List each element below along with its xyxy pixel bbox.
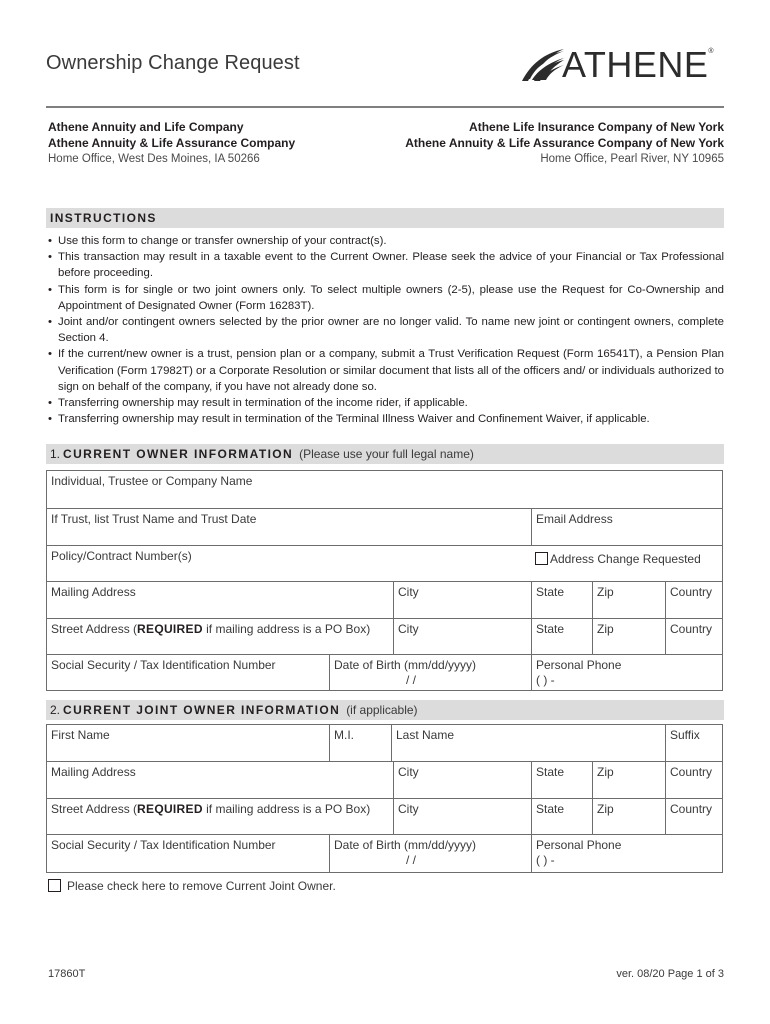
registered-mark: ® — [708, 47, 714, 55]
zip-field[interactable] — [592, 762, 665, 798]
list-item: • This form is for single or two joint owners only. To select multiple owners (2-5), please use the Request for Co-Ownership and Appointment of Designated Owner (Form 16283T). — [46, 282, 724, 314]
instructions-heading: INSTRUCTIONS — [50, 211, 157, 225]
field-label: Individual, Trustee or Company Name — [51, 474, 253, 488]
company-name: Athene Life Insurance Company of New York — [469, 120, 724, 134]
street-address-field[interactable] — [47, 619, 393, 654]
field-label: City — [398, 622, 419, 636]
trust-name-field[interactable] — [47, 509, 531, 545]
field-label: Country — [670, 622, 713, 636]
mailing-address-field[interactable] — [47, 762, 393, 798]
field-label: Zip — [597, 802, 614, 816]
field-label: State — [536, 802, 565, 816]
field-label: State — [536, 622, 565, 636]
suffix-field[interactable] — [665, 725, 722, 761]
company-block-left — [48, 119, 295, 167]
city-field[interactable] — [393, 619, 531, 654]
address-change-checkbox[interactable] — [531, 546, 722, 581]
state-field[interactable] — [531, 762, 592, 798]
email-field[interactable] — [531, 509, 722, 545]
first-name-field[interactable] — [47, 725, 329, 761]
field-label: Last Name — [396, 728, 455, 742]
ssn-field[interactable] — [47, 655, 329, 690]
mailing-address-field[interactable] — [47, 582, 393, 618]
field-label: Email Address — [536, 512, 613, 526]
field-label: Personal Phone — [536, 658, 622, 672]
field-label: City — [398, 802, 419, 816]
field-label: State — [536, 585, 565, 599]
checkbox-icon[interactable] — [535, 552, 548, 565]
instructions-header — [46, 208, 724, 228]
field-label: Social Security / Tax Identification Number — [51, 658, 276, 672]
company-name: Athene Annuity & Life Assurance Company — [48, 136, 296, 150]
company-name: Athene Annuity & Life Assurance Company of New York — [405, 136, 724, 150]
field-label: Country — [670, 585, 713, 599]
page-info: ver. 08/20 Page 1 of 3 — [616, 968, 724, 980]
phone-field[interactable] — [531, 655, 722, 690]
phone-field[interactable] — [531, 835, 722, 872]
country-field[interactable] — [665, 762, 722, 798]
section1-header — [46, 444, 724, 464]
field-label: Personal Phone — [536, 838, 622, 852]
ssn-field[interactable] — [47, 835, 329, 872]
section-note: (Please use your full legal name) — [299, 447, 474, 461]
list-item: • Transferring ownership may result in termination of the income rider, if applicable. — [46, 395, 724, 411]
field-label: Mailing Address — [51, 585, 136, 599]
field-label: if mailing address is a PO Box) — [202, 622, 371, 636]
country-field[interactable] — [665, 619, 722, 654]
city-field[interactable] — [393, 582, 531, 618]
section-number: 1. — [50, 447, 61, 461]
city-field[interactable] — [393, 762, 531, 798]
required-label: REQUIRED — [137, 622, 203, 636]
current-owner-form — [46, 470, 723, 691]
home-office: Home Office, Pearl River, NY 10965 — [540, 153, 724, 165]
section2-header — [46, 700, 724, 720]
list-item: • If the current/new owner is a trust, pension plan or a company, submit a Trust Verification Request (Form 16541T), a Pension Plan Verification (Form 17982T) or a Corporate Resolution or similar document that lists all of the officers and/ or individuals authorized to sign on behalf of the company, if you have not already done so. — [46, 346, 724, 395]
section-heading: CURRENT JOINT OWNER INFORMATION — [63, 703, 341, 717]
field-label: Suffix — [670, 728, 700, 742]
form-number: 17860T — [48, 968, 86, 980]
field-label: Social Security / Tax Identification Number — [51, 838, 276, 852]
required-label: REQUIRED — [137, 802, 203, 816]
section-note: (if applicable) — [346, 703, 418, 717]
zip-field[interactable] — [592, 799, 665, 834]
dob-field[interactable] — [329, 835, 531, 872]
field-label: Street Address ( — [51, 622, 138, 636]
field-label: Date of Birth (mm/dd/yyyy) — [334, 658, 477, 672]
list-item: • Use this form to change or transfer ownership of your contract(s). — [46, 233, 724, 249]
dob-field[interactable] — [329, 655, 531, 690]
field-label: Zip — [597, 622, 614, 636]
state-field[interactable] — [531, 582, 592, 618]
field-label: Zip — [597, 765, 614, 779]
field-label: Policy/Contract Number(s) — [51, 549, 192, 563]
section-heading: CURRENT OWNER INFORMATION — [63, 447, 294, 461]
city-field[interactable] — [393, 799, 531, 834]
list-item: • Joint and/or contingent owners selected by the prior owner are no longer valid. To name new joint or contingent owners, complete Section 4. — [46, 314, 724, 346]
phone-format: ( ) - — [536, 673, 555, 687]
instructions-list — [46, 233, 724, 427]
date-format: / / — [406, 673, 417, 687]
last-name-field[interactable] — [391, 725, 665, 761]
street-address-field[interactable] — [47, 799, 393, 834]
field-label: M.I. — [334, 728, 354, 742]
country-field[interactable] — [665, 582, 722, 618]
date-format: / / — [406, 853, 417, 867]
phone-format: ( ) - — [536, 853, 555, 867]
field-label: if mailing address is a PO Box) — [202, 802, 371, 816]
checkbox-icon[interactable] — [48, 879, 61, 892]
middle-initial-field[interactable] — [329, 725, 391, 761]
company-name: Athene Annuity and Life Company — [48, 120, 244, 134]
zip-field[interactable] — [592, 582, 665, 618]
header-rule — [46, 106, 724, 108]
field-label: City — [398, 585, 419, 599]
joint-owner-form — [46, 724, 723, 873]
list-item: • Transferring ownership may result in termination of the Terminal Illness Waiver and Confinement Waiver, if applicable. — [46, 411, 724, 427]
field-label: If Trust, list Trust Name and Trust Date — [51, 512, 257, 526]
field-label: Country — [670, 765, 713, 779]
field-label: First Name — [51, 728, 110, 742]
field-label: State — [536, 765, 565, 779]
home-office: Home Office, West Des Moines, IA 50266 — [48, 153, 260, 165]
checkbox-label: Please check here to remove Current Joint Owner. — [67, 879, 336, 893]
field-label: City — [398, 765, 419, 779]
logo-wordmark: ATHENE — [562, 44, 709, 85]
field-label: Mailing Address — [51, 765, 136, 779]
owner-name-field[interactable] — [47, 471, 722, 508]
field-label: Country — [670, 802, 713, 816]
field-label: Street Address ( — [51, 802, 138, 816]
state-field[interactable] — [531, 619, 592, 654]
field-label: Zip — [597, 585, 614, 599]
zip-field[interactable] — [592, 619, 665, 654]
field-label: Date of Birth (mm/dd/yyyy) — [334, 838, 477, 852]
company-block-right — [405, 119, 724, 167]
checkbox-label: Address Change Requested — [550, 552, 701, 566]
page-title: Ownership Change Request — [46, 52, 300, 74]
remove-joint-owner-option[interactable] — [48, 879, 336, 893]
list-item: • This transaction may result in a taxable event to the Current Owner. Please seek the advice of your Financial or Tax Professional before proceeding. — [46, 249, 724, 281]
section-number: 2. — [50, 703, 61, 717]
athene-swoosh-icon — [520, 45, 566, 85]
athene-logo — [520, 44, 730, 86]
country-field[interactable] — [665, 799, 722, 834]
policy-number-field[interactable] — [47, 546, 531, 581]
state-field[interactable] — [531, 799, 592, 834]
